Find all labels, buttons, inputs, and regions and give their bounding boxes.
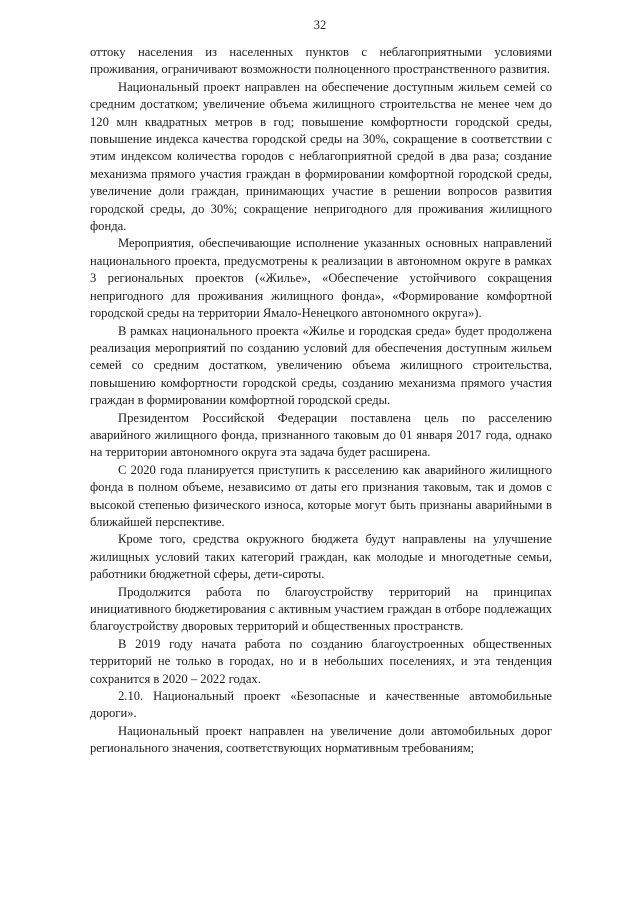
document-body [90, 44, 552, 758]
paragraph: Мероприятия, обеспечивающие исполнение указанных основных направлений национального проекта, предусмотрены к реализации в автономном округе в рамках 3 региональных проектов («Жилье», «Обеспечение устойчивого сокращения непригодного для проживания жилищного фонда», «Формирование комфортной городской среды на территории Ямало-Ненецкого автономного округа»). [90, 236, 552, 321]
paragraph: Президентом Российской Федерации поставлена цель по расселению аварийного жилищного фонда, признанного таковым до 01 января 2017 года, однако на территории автономного округа эта задача будет расширена. [90, 410, 552, 460]
paragraph: Кроме того, средства окружного бюджета будут направлены на улучшение жилищных условий таких категорий граждан, как молодые и многодетные семьи, работники бюджетной сферы, дети-сироты. [90, 532, 552, 582]
paragraph-section-heading: 2.10. Национальный проект «Безопасные и качественные автомобильные дороги». [90, 689, 552, 721]
page-number: 32 [313, 18, 327, 32]
paragraph: Национальный проект направлен на увеличение доли автомобильных дорог регионального значения, соответствующих нормативным требованиям; [90, 723, 552, 756]
paragraph: С 2020 года планируется приступить к расселению как аварийного жилищного фонда в полном объеме, независимо от даты его признания таковым, так и домов с высокой степенью физического износа, которые могут быть признаны аварийными в ближайшей перспективе. [90, 462, 552, 529]
paragraph: В 2019 году начата работа по созданию благоустроенных общественных территорий не только в городах, но и в небольших поселениях, и эта тенденция сохранится в 2020 – 2022 годах. [90, 636, 552, 686]
paragraph: оттоку населения из населенных пунктов с неблагоприятными условиями проживания, ограничивают возможности полноценного пространственного развития. [90, 45, 552, 77]
paragraph: В рамках национального проекта «Жилье и городская среда» будет продолжена реализация мероприятий по созданию условий для обеспечения доступным жильем семей со средним достатком, увеличению объема жилищного строительства, повышению комфортности городской среды, созданию механизма прямого участия граждан в формировании комфортной городской среды. [90, 323, 552, 408]
paragraph: Национальный проект направлен на обеспечение доступным жильем семей со средним достатком; увеличение объема жилищного строительства не менее чем до 120 млн квадратных метров в год; повышение комфортности городской среды, повышение индекса качества городской среды на 30%, сокращение в соответствии с этим индексом количества городов с неблагоприятной средой в два раза; создание механизма прямого участия граждан в формировании комфортной городской среды, увеличение доли граждан, принимающих участие в решении вопросов развития городской среды, до 30%; сокращение непригодного для проживания жилищного фонда. [90, 79, 552, 234]
paragraph: Продолжится работа по благоустройству территорий на принципах инициативного бюджетирования с активным участием граждан в отборе подлежащих благоустройству дворовых территорий и общественных пространств. [90, 584, 552, 634]
